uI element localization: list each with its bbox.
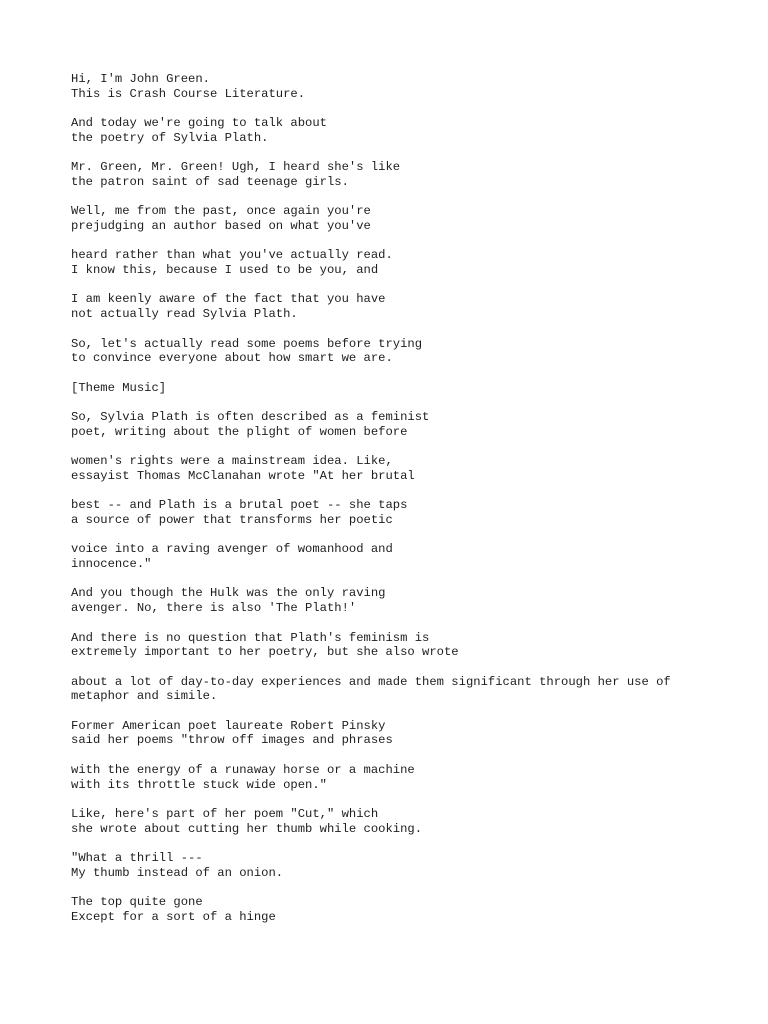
text-line: And there is no question that Plath's feminism is [71,630,430,645]
text-line: about a lot of day-to-day experiences and made them significant through her use of [71,674,671,689]
text-line: women's rights were a mainstream idea. Like, [71,454,393,469]
text-line: with its throttle stuck wide open." [71,777,327,792]
paragraph [71,381,768,396]
text-line: Former American poet laureate Robert Pinsky [71,718,386,733]
paragraph [71,204,768,233]
paragraph [71,337,768,366]
paragraph [71,807,768,836]
text-line: So, Sylvia Plath is often described as a feminist [71,410,430,425]
text-line: Hi, I'm John Green. [71,72,210,86]
text-line: extremely important to her poetry, but she also wrote [71,645,459,660]
text-line: My thumb instead of an onion. [71,865,284,880]
text-line: essayist Thomas McClanahan wrote "At her brutal [71,468,415,483]
text-line: the patron saint of sad teenage girls. [71,174,349,189]
paragraph [71,72,768,101]
text-line: Except for a sort of a hinge [71,909,276,924]
text-line: a source of power that transforms her poetic [71,512,393,527]
paragraph [71,631,768,660]
paragraph [71,160,768,189]
paragraph [71,675,768,704]
text-line: [Theme Music] [71,380,167,395]
paragraph [71,292,768,321]
text-line: heard rather than what you've actually read. [71,248,393,263]
paragraph [71,586,768,615]
text-line: best -- and Plath is a brutal poet -- she taps [71,498,408,513]
transcript-text [71,72,768,924]
text-line: Like, here's part of her poem "Cut," which [71,806,379,821]
text-line: she wrote about cutting her thumb while cooking. [71,821,423,836]
text-line: And you though the Hulk was the only raving [71,586,386,601]
text-line: poet, writing about the plight of women before [71,424,408,439]
text-line: innocence." [71,557,152,572]
text-line: Well, me from the past, once again you're [71,204,371,219]
text-line: The top quite gone [71,895,203,910]
paragraph [71,116,768,145]
paragraph [71,498,768,527]
text-line: I am keenly aware of the fact that you have [71,292,386,307]
text-line: with the energy of a runaway horse or a machine [71,762,415,777]
paragraph [71,895,768,924]
text-line: Mr. Green, Mr. Green! Ugh, I heard she's like [71,160,401,175]
paragraph [71,542,768,571]
paragraph [71,410,768,439]
text-line: the poetry of Sylvia Plath. [71,130,269,145]
text-line: said her poems "throw off images and phrases [71,733,393,748]
text-line: voice into a raving avenger of womanhood and [71,542,393,557]
paragraph [71,454,768,483]
paragraph [71,763,768,792]
text-line: So, let's actually read some poems before trying [71,336,423,351]
text-line: not actually read Sylvia Plath. [71,307,298,322]
text-line: metaphor and simile. [71,689,218,704]
paragraph [71,248,768,277]
text-line: "What a thrill --- [71,850,203,865]
text-line: This is Crash Course Literature. [71,86,306,101]
text-line: prejudging an author based on what you've [71,218,371,233]
text-line: I know this, because I used to be you, and [71,263,379,278]
paragraph [71,851,768,880]
text-line: avenger. No, there is also 'The Plath!' [71,601,357,616]
text-line: to convince everyone about how smart we are. [71,351,393,366]
text-line: And today we're going to talk about [71,116,327,131]
paragraph [71,719,768,748]
